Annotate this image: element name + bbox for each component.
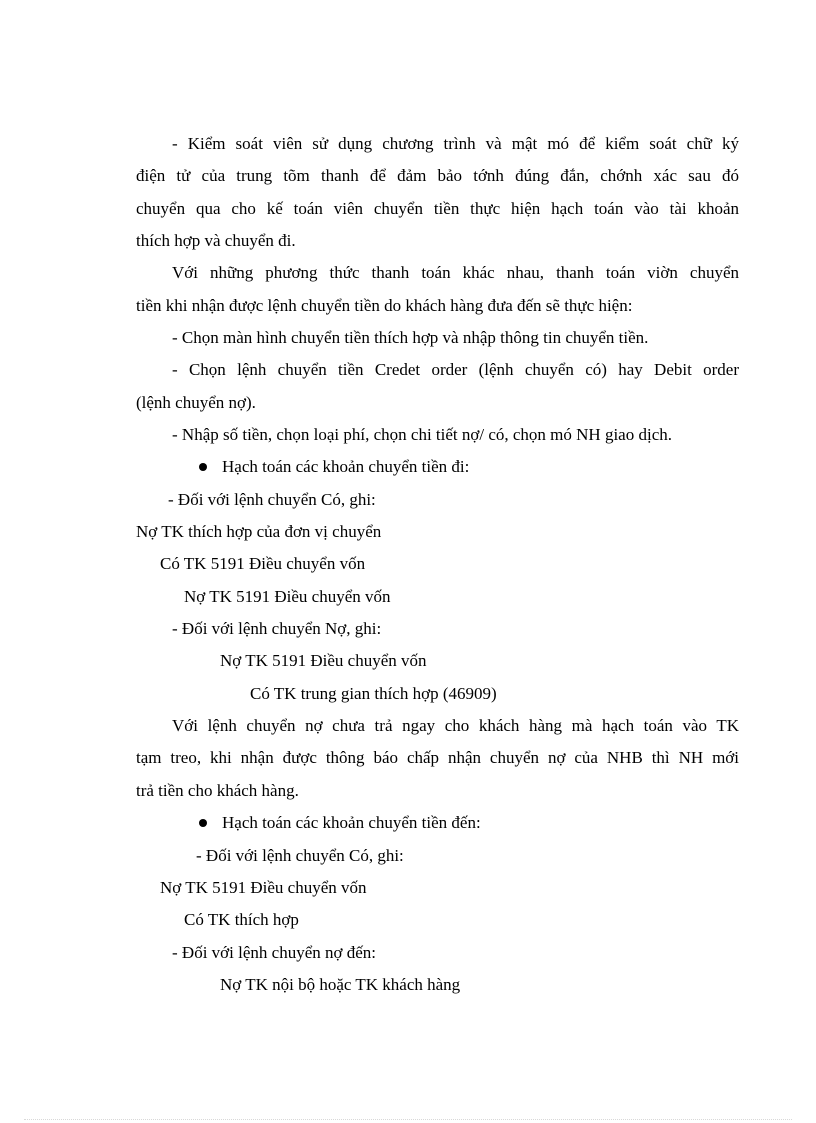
paragraph-line: tiền khi nhận được lệnh chuyển tiền do khách hàng đưa đến sẽ thực hiện: <box>136 296 633 315</box>
entry-line: Nợ TK 5191 Điều chuyển vốn <box>184 587 391 606</box>
paragraph-line: trả tiền cho khách hàng. <box>136 781 299 800</box>
paragraph-line: điện tử của trung tõm thanh để đảm bảo tớnh đúng đắn, chớnh xác sau đó <box>136 166 739 185</box>
bullet-icon <box>199 463 207 471</box>
paragraph-line: - Kiểm soát viên sử dụng chương trình và mật mó để kiểm soát chữ ký <box>172 134 739 153</box>
paragraph-line: - Đối với lệnh chuyển nợ đến: <box>172 943 376 962</box>
entry-line: Có TK thích hợp <box>184 910 299 929</box>
entry-line: Nợ TK thích hợp của đơn vị chuyển <box>136 522 382 541</box>
paragraph-line: chuyển qua cho kế toán viên chuyển tiền thực hiện hạch toán vào tài khoản <box>136 199 739 218</box>
page-bottom-rule <box>24 1119 792 1120</box>
entry-line: Nợ TK 5191 Điều chuyển vốn <box>160 878 367 897</box>
entry-line: Nợ TK nội bộ hoặc TK khách hàng <box>220 975 461 994</box>
section-heading: Hạch toán các khoản chuyển tiền đi: <box>222 457 470 476</box>
paragraph-line: - Chọn lệnh chuyển tiền Credet order (lệnh chuyển có) hay Debit order <box>172 360 739 379</box>
entry-line: Có TK 5191 Điều chuyển vốn <box>160 554 366 573</box>
paragraph-line: thích hợp và chuyển đi. <box>136 231 296 250</box>
bullet-icon <box>199 819 207 827</box>
paragraph-line: Với lệnh chuyển nợ chưa trả ngay cho khách hàng mà hạch toán vào TK <box>172 716 739 735</box>
section-heading: Hạch toán các khoản chuyển tiền đến: <box>222 813 481 832</box>
paragraph-line: (lệnh chuyển nợ). <box>136 393 256 412</box>
entry-line: Nợ TK 5191 Điều chuyển vốn <box>220 651 427 670</box>
paragraph-line: - Nhập số tiền, chọn loại phí, chọn chi tiết nợ/ có, chọn mó NH giao dịch. <box>172 425 672 444</box>
paragraph-line: - Đối với lệnh chuyển Có, ghi: <box>168 490 376 509</box>
paragraph-line: tạm treo, khi nhận được thông báo chấp nhận chuyển nợ của NHB thì NH mới <box>136 748 739 767</box>
paragraph-line: - Đối với lệnh chuyển Có, ghi: <box>196 846 404 865</box>
entry-line: Có TK trung gian thích hợp (46909) <box>250 684 497 703</box>
paragraph-line: Với những phương thức thanh toán khác nhau, thanh toán viờn chuyển <box>172 263 739 282</box>
paragraph-line: - Chọn màn hình chuyển tiền thích hợp và nhập thông tin chuyển tiền. <box>172 328 649 347</box>
paragraph-line: - Đối với lệnh chuyển Nợ, ghi: <box>172 619 382 638</box>
